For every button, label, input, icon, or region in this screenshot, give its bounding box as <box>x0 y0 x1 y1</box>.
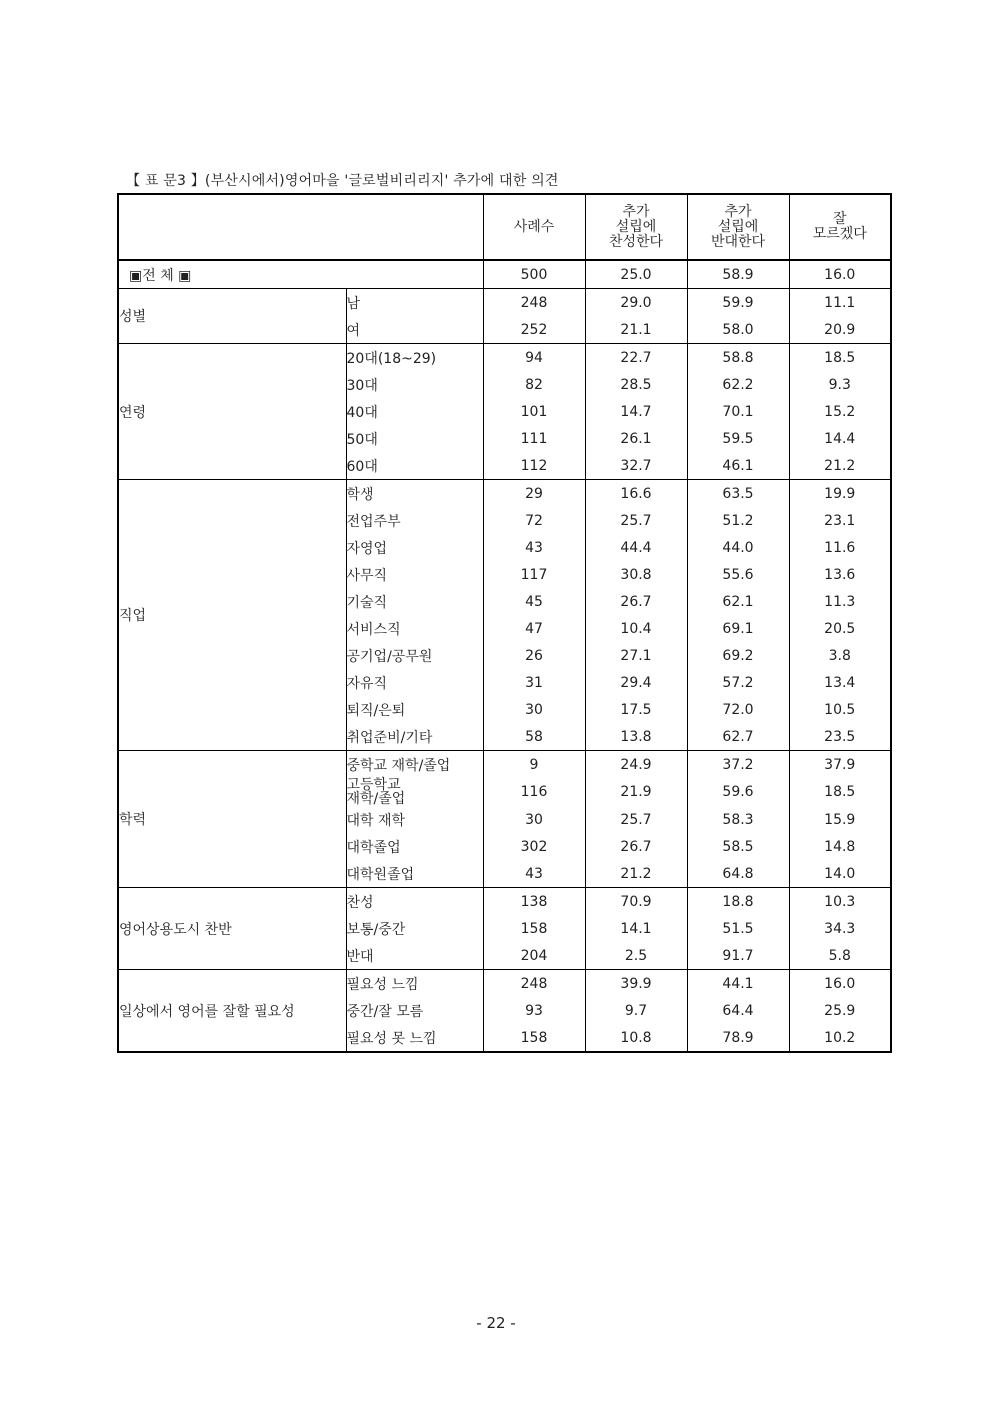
dont-know-cell: 19.9 <box>789 480 891 508</box>
oppose-cell: 72.0 <box>687 696 789 723</box>
oppose-cell: 58.5 <box>687 833 789 860</box>
total-dont-know: 16.0 <box>789 260 891 289</box>
total-support: 25.0 <box>585 260 687 289</box>
oppose-cell: 70.1 <box>687 398 789 425</box>
table-row <box>118 888 891 916</box>
sample-size-cell: 45 <box>483 588 585 615</box>
support-cell: 16.6 <box>585 480 687 508</box>
header-dont-know: 잘 모르겠다 <box>789 194 891 260</box>
sample-size-cell: 138 <box>483 888 585 916</box>
total-oppose: 58.9 <box>687 260 789 289</box>
row-label: 중학교 재학/졸업 <box>346 751 483 779</box>
support-cell: 70.9 <box>585 888 687 916</box>
dont-know-cell: 9.3 <box>789 371 891 398</box>
sample-size-cell: 72 <box>483 507 585 534</box>
support-cell: 44.4 <box>585 534 687 561</box>
oppose-cell: 58.0 <box>687 316 789 344</box>
support-cell: 25.7 <box>585 507 687 534</box>
row-label: 자영업 <box>346 534 483 561</box>
support-cell: 9.7 <box>585 997 687 1024</box>
sample-size-cell: 116 <box>483 778 585 806</box>
dont-know-cell: 16.0 <box>789 970 891 998</box>
row-label: 20대(18~29) <box>346 344 483 372</box>
category-label: 영어상용도시 찬반 <box>118 888 346 970</box>
table-row <box>118 289 891 317</box>
row-label: 사무직 <box>346 561 483 588</box>
row-label: 반대 <box>346 942 483 970</box>
row-label: 대학 재학 <box>346 806 483 833</box>
support-cell: 30.8 <box>585 561 687 588</box>
dont-know-cell: 20.5 <box>789 615 891 642</box>
table-row <box>118 344 891 372</box>
dont-know-cell: 10.2 <box>789 1024 891 1052</box>
dont-know-cell: 10.5 <box>789 696 891 723</box>
dont-know-cell: 37.9 <box>789 751 891 779</box>
sample-size-cell: 248 <box>483 970 585 998</box>
dont-know-cell: 11.6 <box>789 534 891 561</box>
support-cell: 29.0 <box>585 289 687 317</box>
sample-size-cell: 29 <box>483 480 585 508</box>
sample-size-cell: 112 <box>483 452 585 480</box>
support-cell: 25.7 <box>585 806 687 833</box>
support-cell: 10.8 <box>585 1024 687 1052</box>
dont-know-cell: 10.3 <box>789 888 891 916</box>
row-label: 보통/중간 <box>346 915 483 942</box>
header-support: 추가 설립에 찬성한다 <box>585 194 687 260</box>
dont-know-cell: 13.6 <box>789 561 891 588</box>
oppose-cell: 55.6 <box>687 561 789 588</box>
oppose-cell: 51.2 <box>687 507 789 534</box>
table-row <box>118 751 891 779</box>
support-cell: 26.7 <box>585 588 687 615</box>
oppose-cell: 91.7 <box>687 942 789 970</box>
dont-know-cell: 23.5 <box>789 723 891 751</box>
dont-know-cell: 15.2 <box>789 398 891 425</box>
row-label: 남 <box>346 289 483 317</box>
oppose-cell: 59.9 <box>687 289 789 317</box>
table-caption: 【 표 문3 】(부산시에서)영어마을 '글로벌비리리지' 추가에 대한 의견 <box>126 173 559 189</box>
sample-size-cell: 111 <box>483 425 585 452</box>
dont-know-cell: 23.1 <box>789 507 891 534</box>
row-label: 필요성 못 느낌 <box>346 1024 483 1052</box>
total-sample-size: 500 <box>483 260 585 289</box>
oppose-cell: 58.8 <box>687 344 789 372</box>
oppose-cell: 69.2 <box>687 642 789 669</box>
sample-size-cell: 302 <box>483 833 585 860</box>
sample-size-cell: 43 <box>483 534 585 561</box>
dont-know-cell: 11.3 <box>789 588 891 615</box>
sample-size-cell: 93 <box>483 997 585 1024</box>
support-cell: 10.4 <box>585 615 687 642</box>
row-label: 자유직 <box>346 669 483 696</box>
oppose-cell: 58.3 <box>687 806 789 833</box>
sample-size-cell: 158 <box>483 915 585 942</box>
header-oppose: 추가 설립에 반대한다 <box>687 194 789 260</box>
sample-size-cell: 58 <box>483 723 585 751</box>
sample-size-cell: 30 <box>483 806 585 833</box>
header-sample-size: 사례수 <box>483 194 585 260</box>
total-row <box>118 260 891 289</box>
support-cell: 14.7 <box>585 398 687 425</box>
dont-know-cell: 14.4 <box>789 425 891 452</box>
dont-know-cell: 18.5 <box>789 778 891 806</box>
table-row <box>118 480 891 508</box>
oppose-cell: 59.5 <box>687 425 789 452</box>
oppose-cell: 57.2 <box>687 669 789 696</box>
support-cell: 13.8 <box>585 723 687 751</box>
support-cell: 14.1 <box>585 915 687 942</box>
row-label: 대학원졸업 <box>346 860 483 888</box>
row-label: 찬성 <box>346 888 483 916</box>
support-cell: 26.1 <box>585 425 687 452</box>
sample-size-cell: 9 <box>483 751 585 779</box>
row-label: 40대 <box>346 398 483 425</box>
dont-know-cell: 15.9 <box>789 806 891 833</box>
oppose-cell: 62.2 <box>687 371 789 398</box>
oppose-cell: 62.7 <box>687 723 789 751</box>
oppose-cell: 63.5 <box>687 480 789 508</box>
dont-know-cell: 18.5 <box>789 344 891 372</box>
row-label: 학생 <box>346 480 483 508</box>
sample-size-cell: 82 <box>483 371 585 398</box>
support-cell: 24.9 <box>585 751 687 779</box>
oppose-cell: 44.0 <box>687 534 789 561</box>
sample-size-cell: 248 <box>483 289 585 317</box>
support-cell: 29.4 <box>585 669 687 696</box>
oppose-cell: 64.8 <box>687 860 789 888</box>
oppose-cell: 64.4 <box>687 997 789 1024</box>
category-label: 성별 <box>118 289 346 344</box>
support-cell: 39.9 <box>585 970 687 998</box>
dont-know-cell: 5.8 <box>789 942 891 970</box>
row-label: 기술직 <box>346 588 483 615</box>
row-label: 여 <box>346 316 483 344</box>
support-cell: 28.5 <box>585 371 687 398</box>
category-label: 연령 <box>118 344 346 480</box>
dont-know-cell: 21.2 <box>789 452 891 480</box>
oppose-cell: 69.1 <box>687 615 789 642</box>
row-label: 중간/잘 모름 <box>346 997 483 1024</box>
dont-know-cell: 11.1 <box>789 289 891 317</box>
oppose-cell: 78.9 <box>687 1024 789 1052</box>
dont-know-cell: 13.4 <box>789 669 891 696</box>
oppose-cell: 46.1 <box>687 452 789 480</box>
support-cell: 21.1 <box>585 316 687 344</box>
header-blank <box>118 194 483 260</box>
sample-size-cell: 252 <box>483 316 585 344</box>
sample-size-cell: 31 <box>483 669 585 696</box>
sample-size-cell: 30 <box>483 696 585 723</box>
row-label: 전업주부 <box>346 507 483 534</box>
oppose-cell: 62.1 <box>687 588 789 615</box>
dont-know-cell: 14.0 <box>789 860 891 888</box>
dont-know-cell: 20.9 <box>789 316 891 344</box>
support-cell: 22.7 <box>585 344 687 372</box>
support-cell: 21.9 <box>585 778 687 806</box>
category-label: 일상에서 영어를 잘할 필요성 <box>118 970 346 1053</box>
row-label: 퇴직/은퇴 <box>346 696 483 723</box>
total-label: ▣전 체 ▣ <box>118 260 483 289</box>
support-cell: 32.7 <box>585 452 687 480</box>
table-row <box>118 970 891 998</box>
oppose-cell: 37.2 <box>687 751 789 779</box>
oppose-cell: 44.1 <box>687 970 789 998</box>
page-number: - 22 - <box>476 1314 516 1332</box>
dont-know-cell: 34.3 <box>789 915 891 942</box>
row-label: 공기업/공무원 <box>346 642 483 669</box>
support-cell: 17.5 <box>585 696 687 723</box>
row-label: 30대 <box>346 371 483 398</box>
category-label: 학력 <box>118 751 346 888</box>
row-label: 취업준비/기타 <box>346 723 483 751</box>
oppose-cell: 59.6 <box>687 778 789 806</box>
dont-know-cell: 25.9 <box>789 997 891 1024</box>
category-label: 직업 <box>118 480 346 751</box>
row-label: 대학졸업 <box>346 833 483 860</box>
row-label: 서비스직 <box>346 615 483 642</box>
row-label: 필요성 느낌 <box>346 970 483 998</box>
sample-size-cell: 26 <box>483 642 585 669</box>
row-label: 50대 <box>346 425 483 452</box>
dont-know-cell: 3.8 <box>789 642 891 669</box>
support-cell: 21.2 <box>585 860 687 888</box>
oppose-cell: 51.5 <box>687 915 789 942</box>
oppose-cell: 18.8 <box>687 888 789 916</box>
sample-size-cell: 101 <box>483 398 585 425</box>
row-label: 60대 <box>346 452 483 480</box>
table-header-row <box>118 194 891 260</box>
sample-size-cell: 204 <box>483 942 585 970</box>
sample-size-cell: 43 <box>483 860 585 888</box>
survey-table <box>117 193 892 1053</box>
sample-size-cell: 94 <box>483 344 585 372</box>
support-cell: 26.7 <box>585 833 687 860</box>
sample-size-cell: 117 <box>483 561 585 588</box>
sample-size-cell: 158 <box>483 1024 585 1052</box>
row-label: 고등학교 재학/졸업 <box>346 778 483 806</box>
dont-know-cell: 14.8 <box>789 833 891 860</box>
sample-size-cell: 47 <box>483 615 585 642</box>
support-cell: 2.5 <box>585 942 687 970</box>
support-cell: 27.1 <box>585 642 687 669</box>
